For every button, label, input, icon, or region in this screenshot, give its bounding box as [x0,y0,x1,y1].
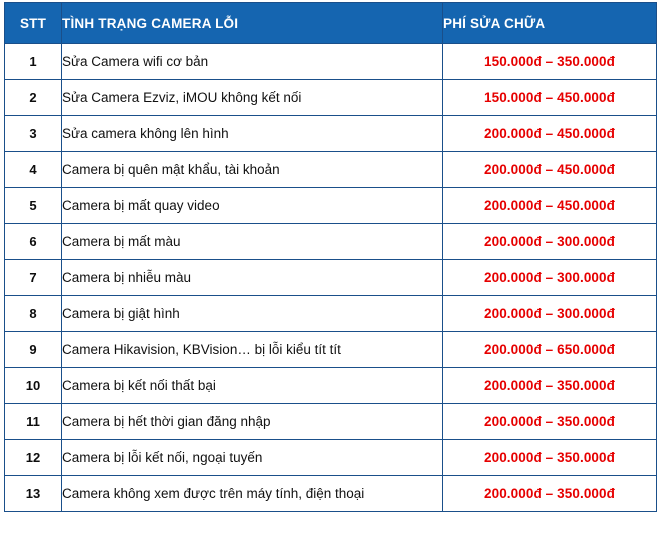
cell-stt: 3 [5,116,62,152]
table-row [5,440,657,476]
table-row [5,476,657,512]
cell-price: 200.000đ – 350.000đ [443,440,657,476]
cell-stt: 7 [5,260,62,296]
table-header-row [5,3,657,44]
table-row [5,260,657,296]
cell-stt: 8 [5,296,62,332]
cell-price: 200.000đ – 300.000đ [443,260,657,296]
column-header-price: PHÍ SỬA CHỮA [443,3,657,44]
table-row [5,404,657,440]
cell-description: Camera bị nhiễu màu [62,260,443,296]
table-header [5,3,657,44]
cell-description: Camera bị mất quay video [62,188,443,224]
cell-price: 200.000đ – 350.000đ [443,404,657,440]
cell-description: Camera bị giật hình [62,296,443,332]
cell-price: 200.000đ – 300.000đ [443,296,657,332]
cell-description: Camera Hikavision, KBVision… bị lỗi kiểu tít tít [62,332,443,368]
cell-description: Camera bị mất màu [62,224,443,260]
camera-repair-price-table [4,2,657,512]
table-row [5,368,657,404]
cell-stt: 10 [5,368,62,404]
table-row [5,296,657,332]
table-row [5,80,657,116]
cell-stt: 12 [5,440,62,476]
cell-price: 200.000đ – 450.000đ [443,188,657,224]
cell-description: Sửa Camera wifi cơ bản [62,44,443,80]
column-header-stt: STT [5,3,62,44]
cell-price: 200.000đ – 350.000đ [443,476,657,512]
cell-description: Camera không xem được trên máy tính, điện thoại [62,476,443,512]
cell-price: 150.000đ – 450.000đ [443,80,657,116]
cell-stt: 4 [5,152,62,188]
cell-description: Camera bị lỗi kết nối, ngoại tuyến [62,440,443,476]
cell-price: 200.000đ – 350.000đ [443,368,657,404]
cell-price: 200.000đ – 450.000đ [443,116,657,152]
table-row [5,152,657,188]
table-row [5,116,657,152]
cell-description: Camera bị kết nối thất bại [62,368,443,404]
cell-stt: 9 [5,332,62,368]
cell-description: Camera bị hết thời gian đăng nhập [62,404,443,440]
cell-description: Sửa Camera Ezviz, iMOU không kết nối [62,80,443,116]
cell-description: Sửa camera không lên hình [62,116,443,152]
cell-stt: 11 [5,404,62,440]
price-table-container [4,2,655,512]
cell-stt: 2 [5,80,62,116]
table-row [5,188,657,224]
column-header-description: TÌNH TRẠNG CAMERA LỖI [62,3,443,44]
cell-description: Camera bị quên mật khẩu, tài khoản [62,152,443,188]
cell-price: 150.000đ – 350.000đ [443,44,657,80]
cell-stt: 5 [5,188,62,224]
cell-stt: 13 [5,476,62,512]
cell-price: 200.000đ – 450.000đ [443,152,657,188]
table-row [5,224,657,260]
cell-stt: 1 [5,44,62,80]
table-body [5,44,657,512]
cell-price: 200.000đ – 300.000đ [443,224,657,260]
cell-price: 200.000đ – 650.000đ [443,332,657,368]
table-row [5,44,657,80]
cell-stt: 6 [5,224,62,260]
table-row [5,332,657,368]
